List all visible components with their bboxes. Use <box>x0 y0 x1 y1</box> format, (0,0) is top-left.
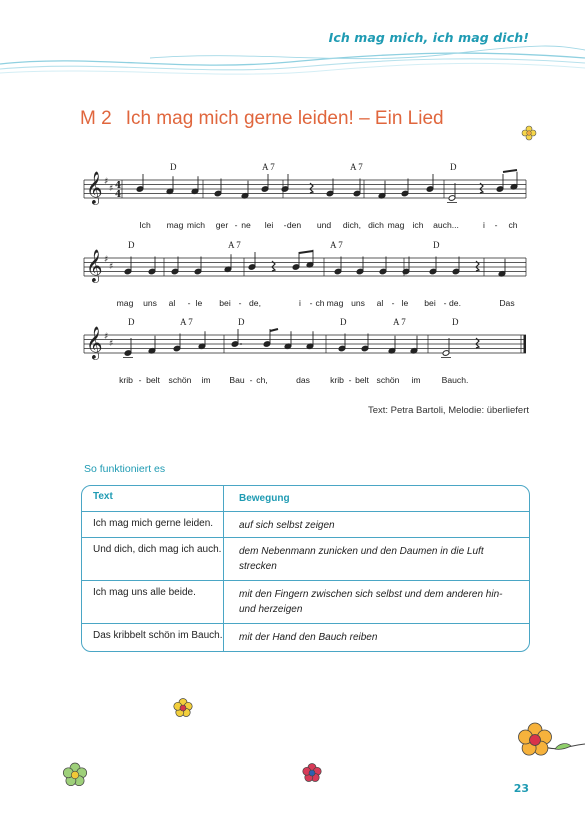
table-row <box>82 623 529 651</box>
lyric-syllable: im <box>201 375 211 385</box>
time-signature: 4 <box>115 190 122 200</box>
lyric-syllable: al <box>168 298 176 308</box>
lyric-syllable: i <box>299 298 301 308</box>
flower-icon <box>515 716 585 764</box>
lyric-syllable: dich <box>368 220 384 230</box>
lyric-syllable: Bau <box>229 375 245 385</box>
time-signature: 4 <box>115 181 122 191</box>
section-number: M 2 <box>80 108 112 129</box>
lyric-syllable: auch... <box>433 220 459 230</box>
lyric-cell: Ich mag uns alle beide. <box>82 581 224 623</box>
lyric-syllable: mag <box>166 220 184 230</box>
page-number: 23 <box>513 782 529 795</box>
movement-cell: mit der Hand den Bauch reiben <box>239 632 378 643</box>
lyric-syllable: - <box>138 375 142 385</box>
table-row <box>82 580 529 623</box>
chord-symbol: D <box>170 162 177 172</box>
movement-cell: auf sich selbst zeigen <box>239 520 335 531</box>
movement-cell: mit den Fingern zwischen sich selbst und dem anderen hin- und herzeigen <box>239 589 503 615</box>
lyric-syllable: belt <box>355 375 369 385</box>
sharp-sign: ♯ <box>109 184 114 194</box>
lyric-syllable: den <box>286 220 302 230</box>
table-row <box>82 537 529 580</box>
chord-symbol: D <box>452 317 459 327</box>
lyric-syllable: das <box>296 375 310 385</box>
beam <box>270 329 278 331</box>
lyric-syllable: de, <box>249 298 261 308</box>
lyric-syllable: lei <box>264 220 274 230</box>
instructions-heading: So funktioniert es <box>84 463 166 475</box>
lyric-syllable: uns <box>143 298 157 308</box>
lyric-syllable: - <box>238 298 242 308</box>
lyric-syllable: - <box>494 220 498 230</box>
chord-symbol: D <box>128 317 135 327</box>
lyric-syllable: ich <box>412 220 424 230</box>
table-row <box>82 511 529 537</box>
lyric-syllable: schön <box>168 375 192 385</box>
lyric-syllable: de. <box>449 298 461 308</box>
flower-icon <box>61 761 89 789</box>
sharp-sign: ♯ <box>104 177 109 187</box>
lyric-syllable: al <box>376 298 384 308</box>
lyric-syllable: - <box>348 375 352 385</box>
chord-symbol: A 7 <box>330 240 343 250</box>
sheet-music <box>0 0 585 400</box>
lyric-syllable: Bauch. <box>441 375 469 385</box>
lyric-syllable: krib <box>119 375 133 385</box>
lyric-syllable: ch <box>315 298 325 308</box>
lyric-syllable: le <box>401 298 409 308</box>
sharp-sign: ♯ <box>104 332 109 342</box>
lyric-syllable: - <box>187 298 191 308</box>
lyric-syllable: belt <box>146 375 160 385</box>
lyric-syllable: mich <box>186 220 206 230</box>
lyric-syllable: dich, <box>342 220 362 230</box>
lyric-syllable: uns <box>351 298 365 308</box>
chord-symbol: A 7 <box>180 317 193 327</box>
chord-symbol: D <box>340 317 347 327</box>
table-header-row <box>82 486 529 511</box>
chord-symbol: A 7 <box>228 240 241 250</box>
chord-symbol: D <box>128 240 135 250</box>
chord-symbol: A 7 <box>350 162 363 172</box>
movement-cell: dem Nebenmann zunicken und den Daumen in die Luft strecken <box>239 546 484 572</box>
lyric-syllable: - <box>443 298 447 308</box>
lyric-syllable: - <box>249 375 253 385</box>
lyric-syllable: - <box>309 298 313 308</box>
lyric-cell: Das kribbelt schön im Bauch. <box>82 624 224 651</box>
treble-clef-icon: 𝄞 <box>86 171 103 204</box>
sharp-sign: ♯ <box>109 339 114 349</box>
lyric-syllable: i <box>483 220 485 230</box>
chord-symbol: A 7 <box>262 162 275 172</box>
lyric-syllable: und <box>316 220 332 230</box>
running-title: Ich mag mich, ich mag dich! <box>328 30 529 45</box>
section-title-text: Ich mag mich gerne leiden! – Ein Lied <box>125 108 444 129</box>
sharp-sign: ♯ <box>109 262 114 272</box>
chord-symbol: A 7 <box>393 317 406 327</box>
column-header-movement: Bewegung <box>239 493 290 504</box>
beam <box>299 251 313 253</box>
lyric-syllable: le <box>195 298 203 308</box>
lyric-syllable: ger <box>215 220 229 230</box>
lyric-syllable: mag <box>116 298 134 308</box>
flower-icon <box>301 762 323 784</box>
lyric-syllable: bei <box>424 298 436 308</box>
lyric-syllable: mag <box>387 220 405 230</box>
lyric-syllable: Das <box>499 298 515 308</box>
beam <box>503 170 517 172</box>
final-bar-line <box>524 335 527 353</box>
lyric-cell: Und dich, dich mag ich auch. <box>82 538 224 580</box>
lyric-syllable: - <box>391 298 395 308</box>
lyric-syllable: krib <box>330 375 344 385</box>
chord-symbol: D <box>433 240 440 250</box>
lyric-syllable: ne <box>241 220 251 230</box>
song-credit: Text: Petra Bartoli, Melodie: überliefert <box>367 405 529 416</box>
lyric-syllable: bei <box>219 298 231 308</box>
lyric-syllable: - <box>283 220 287 230</box>
lyric-syllable: mag <box>326 298 344 308</box>
chord-symbol: D <box>238 317 245 327</box>
lyric-syllable: - <box>234 220 238 230</box>
flower-icon <box>172 697 194 719</box>
lyric-syllable: ch, <box>256 375 268 385</box>
chord-symbol: D <box>450 162 457 172</box>
instructions-table <box>81 485 530 652</box>
lyric-syllable: Ich <box>139 220 151 230</box>
lyric-cell: Ich mag mich gerne leiden. <box>82 512 224 537</box>
column-header-text: Text <box>82 486 224 511</box>
lyric-syllable: schön <box>376 375 400 385</box>
treble-clef-icon: 𝄞 <box>86 326 103 359</box>
treble-clef-icon: 𝄞 <box>86 249 103 282</box>
lyric-syllable: im <box>411 375 421 385</box>
lyric-syllable: ch <box>508 220 518 230</box>
note-dot <box>240 343 242 345</box>
sharp-sign: ♯ <box>104 255 109 265</box>
